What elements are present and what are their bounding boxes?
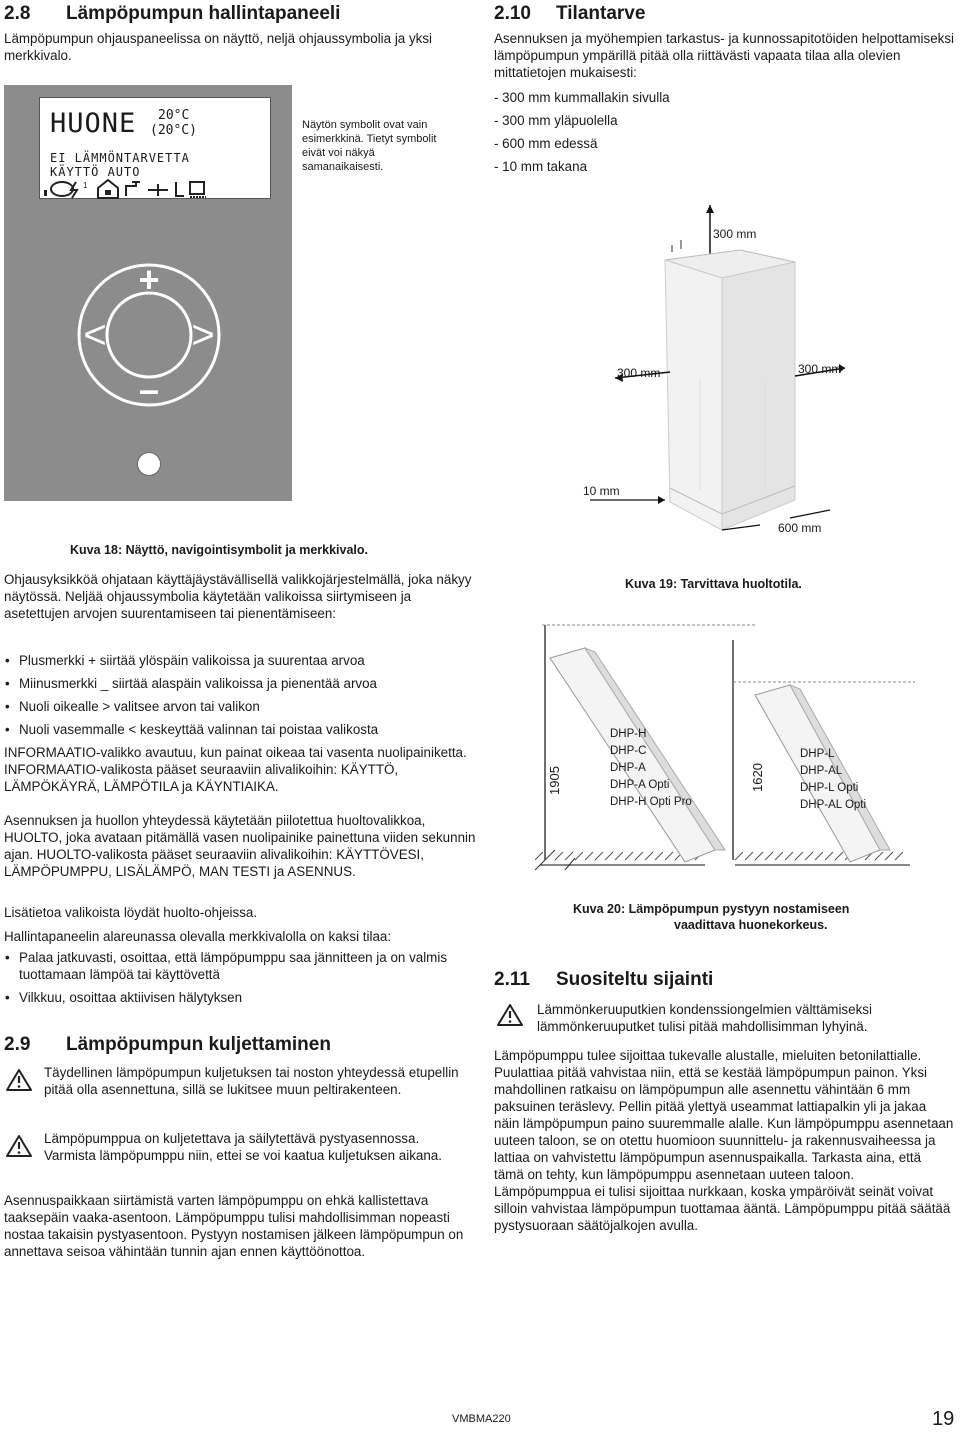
section-title: Tilantarve — [556, 3, 646, 24]
warning-icon — [6, 1134, 32, 1158]
left-arrow-button[interactable]: < — [83, 313, 107, 357]
display-status-line: EI LÄMMÖNTARVETTA — [50, 151, 190, 165]
clearance-list — [494, 89, 794, 175]
transport-paragraph: Asennuspaikkaan siirtämistä varten lämpöpumppu on ehkä kallistettava taaksepäin vaaka-asentoon. Lämpöpumppu tulisi mahdollisimman nopeasti nostaa takaisin pystyasentoon. Pystyyn nostamisen jälkeen lämpöpumpun on annettava seisoa vähintään tunnin ajan ennen käyttöönottoa. — [4, 1193, 464, 1259]
location-paragraph: Lämpöpumppu tulee sijoittaa tukevalle alustalle, mieluiten betonilattialle. Puulattiaa pitää vahvistaa niin, että se kestää lämpöpumpun painon. Yksi mahdollinen ratkaisu on lämpöpumpun alle asennettu vähintään 6 mm paksuinen teräslevy. Pellin pitää ylettyä useammat lattiapalkin yli ja jakaa näin lämpöpumpun paino suuremmalle alalle. Kun lämpöpumppu asennetaan uuteen taloon, se on otettu huomioon suunnittelu- ja rakennusvaiheessa ja lattiaa on vahvistettu lämpöpumpun asennuspaikalla. Tarkasta aina, että tämä on tehty, kun lämpöpumppu asennetaan uuteen taloon. Lämpöpumppua ei tulisi sijoittaa nurkkaan, koska ympäröivät seinät voivat silloin vahvistaa lämpöpumpun tuottamaa ääntä. Lämpöpumppu pitää säätää pystysuoraan säätöjalkojen avulla. — [494, 1048, 954, 1233]
section-number: 2.9 — [4, 1034, 31, 1055]
list-item: • Miinusmerkki _ siirtää alaspäin valikoissa ja pienentää arvoa — [4, 675, 476, 692]
compressor-icon — [51, 182, 73, 196]
height-label-1905: 1905 — [547, 766, 562, 795]
tap-icon — [126, 182, 140, 196]
control-symbol-list — [4, 652, 476, 744]
list-item: - 300 mm kummallakin sivulla — [494, 90, 670, 105]
indicator-paragraph: Hallintapaneelin alareunassa olevalla merkkivalolla on kaksi tilaa: — [4, 929, 392, 944]
list-item: - 600 mm edessä — [494, 136, 598, 151]
transport-warning-1: Täydellinen lämpöpumpun kuljetuksen tai noston yhteydessä etupellin pitää olla asennettuna, sillä se lukitsee muun peltirakenteen. — [44, 1065, 459, 1097]
panel-note: Näytön symbolit ovat vain esimerkkinä. Tietyt symbolit eivät voi näkyä samanaikaisesti. — [302, 119, 437, 173]
minus-button[interactable]: – — [138, 369, 160, 410]
service-menu-paragraph: Asennuksen ja huollon yhteydessä käytetään piilotettua huoltovalikkoa, HUOLTO, joka avataan pitämällä vasen nuolipainike painettuna viiden sekunnin ajan. HUOLTO-valikosta pääset seuraaviin alivalikoihin: KÄYTTÖVESI, LÄMPÖPUMPPU, LISÄLÄMPÖ, MAN TESTI ja ASENNUS. — [4, 813, 476, 879]
right-arrow-button[interactable]: > — [191, 313, 215, 357]
warning-icon — [6, 1068, 32, 1092]
display-symbols — [40, 178, 270, 200]
list-item: • Nuoli oikealle > valitsee arvon tai valikon — [4, 698, 476, 715]
model-label: DHP-H Opti Pro — [610, 796, 692, 808]
height-label-1620: 1620 — [750, 763, 765, 792]
top-clearance-label: 300 mm — [713, 227, 757, 241]
section-2-11-heading — [494, 969, 713, 991]
menu-intro-paragraph: Ohjausyksikköä ohjataan käyttäjäystävällisellä valikkojärjestelmällä, joka näkyy näytössä. Neljää ohjaussymbolia käytetään valikoissa siirtymiseen ja asetettujen arvojen suurentamiseen tai pienentämiseen: — [4, 572, 472, 621]
list-item: • Plusmerkki + siirtää ylöspäin valikoissa ja suurentaa arvoa — [4, 652, 476, 669]
section-2-8-heading — [4, 3, 340, 25]
house-icon — [98, 180, 118, 198]
list-item: - 10 mm takana — [494, 159, 588, 174]
section-number: 2.11 — [494, 969, 530, 990]
model-label: DHP-L — [800, 748, 835, 760]
manual-note-paragraph: Lisätietoa valikoista löydät huolto-ohjeissa. — [4, 905, 258, 920]
model-label: DHP-L Opti — [800, 782, 859, 794]
section-2-10-heading — [494, 3, 645, 25]
location-warning: Lämmönkeruuputkien kondenssiongelmien välttämiseksi lämmönkeruuputket tulisi pitää mahdollisimman lyhyinä. — [537, 1002, 872, 1034]
model-label: DHP-AL — [800, 765, 843, 777]
section-2-9-heading — [4, 1034, 331, 1056]
back-clearance-label: 10 mm — [583, 484, 620, 498]
model-list-1905 — [610, 726, 692, 811]
svg-text:1: 1 — [83, 181, 88, 190]
space-intro: Asennuksen ja myöhempien tarkastus- ja kunnossapitotöiden helpottamiseksi lämpöpumpun ympärillä pitää olla riittävästi vapaata tilaa alla olevien mittatietojen mukaisesti: — [494, 31, 955, 80]
figure-19-caption: Kuva 19: Tarvittava huoltotila. — [625, 577, 802, 591]
model-list-1620 — [800, 746, 866, 814]
model-label: DHP-AL Opti — [800, 799, 867, 811]
model-label: DHP-A Opti — [610, 779, 670, 791]
list-item: • Nuoli vasemmalle < keskeyttää valinnan tai poistaa valikosta — [4, 721, 476, 738]
footer-doc-code: VMBMA220 — [452, 1413, 511, 1425]
display-mode-line: KÄYTTÖ AUTO — [50, 165, 141, 179]
section-title: Lämpöpumpun kuljettaminen — [66, 1034, 331, 1055]
list-item: • Vilkkuu, osoittaa aktiivisen hälytyksen — [4, 989, 476, 1006]
right-clearance-label: 300 mm — [798, 362, 842, 376]
display-temp: 20°C — [158, 108, 190, 123]
list-item: - 300 mm yläpuolella — [494, 113, 618, 128]
left-clearance-label: 300 mm — [617, 366, 661, 380]
transport-warning-2: Lämpöpumppua on kuljetettava ja säilytettävä pystyasennossa. Varmista lämpöpumppu niin, ettei se voi kaatua kuljetuksen aikana. — [44, 1131, 442, 1163]
display-room-label: HUONE — [50, 108, 137, 139]
warning-icon — [497, 1003, 523, 1027]
signal-icon — [44, 190, 47, 196]
panel-intro: Lämpöpumpun ohjauspaneelissa on näyttö, neljä ohjaussymbolia ja yksi merkkivalo. — [4, 31, 433, 63]
section-number: 2.10 — [494, 3, 531, 24]
model-label: DHP-C — [610, 745, 647, 757]
section-title: Suositeltu sijainti — [556, 969, 714, 990]
l-icon — [176, 182, 184, 196]
indicator-light — [137, 452, 161, 476]
info-menu-paragraph: INFORMAATIO-valikko avautuu, kun painat oikeaa tai vasenta nuolipainiketta. INFORMAATIO-valikosta pääset seuraaviin alivalikoihin: KÄYTTÖ, LÄMPÖKÄYRÄ, LÄMPÖTILA ja KÄYNTIAIKA. — [4, 745, 467, 794]
tank-icon — [190, 182, 204, 194]
valve-icon — [148, 184, 168, 196]
front-clearance-label: 600 mm — [778, 521, 822, 535]
plus-button[interactable]: + — [138, 259, 160, 300]
model-label: DHP-A — [610, 762, 646, 774]
model-label: DHP-H — [610, 728, 647, 740]
control-panel-figure — [4, 85, 292, 501]
display-screen — [39, 97, 271, 199]
tilt-figure — [535, 600, 925, 885]
section-number: 2.8 — [4, 3, 31, 24]
list-item: • Palaa jatkuvasti, osoittaa, että lämpöpumppu saa jännitteen ja on valmis tuottamaan lämpöä tai käyttövettä — [4, 949, 476, 983]
indicator-state-list — [4, 949, 476, 1012]
figure-18-caption: Kuva 18: Näyttö, navigointisymbolit ja merkkivalo. — [70, 543, 369, 557]
figure-20-caption-line2: vaadittava huonekorkeus. — [674, 918, 828, 932]
page-number: 19 — [932, 1408, 955, 1430]
display-temp-set: (20°C) — [150, 123, 197, 138]
electric-icon — [71, 182, 77, 198]
figure-20-caption: Kuva 20: Lämpöpumpun pystyyn nostamiseen — [573, 902, 850, 916]
section-title: Lämpöpumpun hallintapaneeli — [66, 3, 341, 24]
